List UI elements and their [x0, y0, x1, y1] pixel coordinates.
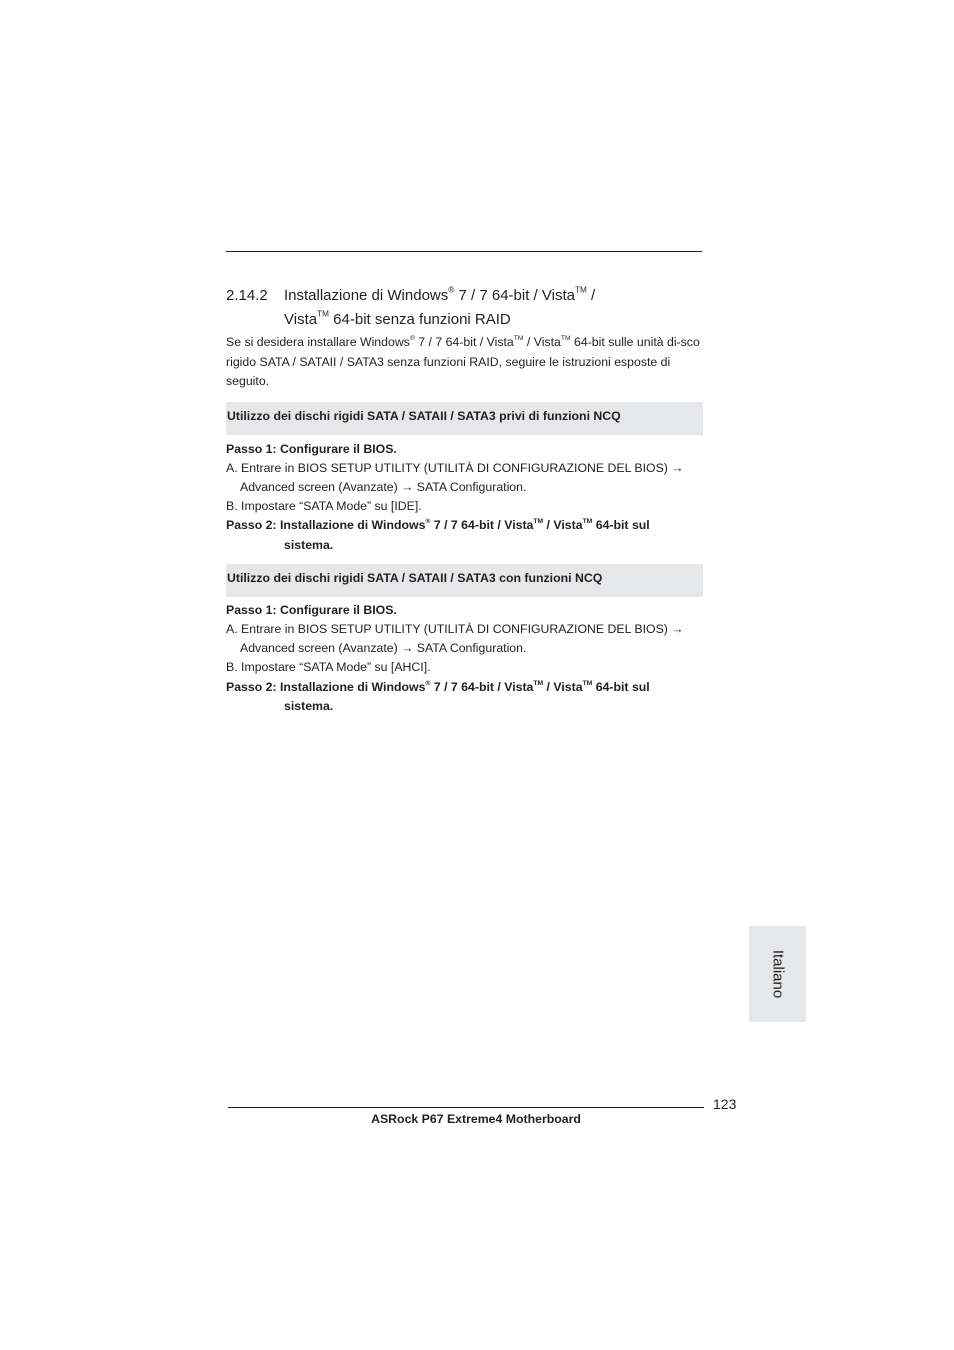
trademark-mark: TM [533, 517, 544, 525]
registered-mark: ® [425, 517, 431, 525]
ncq-off-banner: Utilizzo dei dischi rigidi SATA / SATAII / SATA3 privi di funzioni NCQ [226, 402, 703, 435]
footer-title: ASRock P67 Extreme4 Motherboard [371, 1112, 581, 1126]
step1-title: Passo 1: Configurare il BIOS. [226, 442, 397, 456]
intro-text: 7 / 7 64-bit / Vista [414, 335, 514, 349]
step2-title [226, 678, 704, 697]
trademark-mark: TM [560, 334, 571, 342]
step2-text: 7 / 7 64-bit / Vista [430, 518, 534, 532]
language-tab-label: Italiano [769, 949, 786, 999]
intro-text: 64-bit sulle unità di-sco rigido SATA / SATAII / SATA3 senza funzioni RAID, seguire le istruzioni esposte di seguito. [226, 335, 700, 388]
registered-mark: ® [409, 334, 415, 342]
step2-text: 7 / 7 64-bit / Vista [430, 680, 534, 694]
step2-title-cont: sistema. [284, 538, 334, 552]
trademark-mark: TM [582, 679, 593, 687]
heading-text: 7 / 7 64-bit / Vista [454, 287, 575, 304]
step2-text: / Vista [543, 680, 583, 694]
step1-instruction-a-cont: Advanced screen (Avanzate) → SATA Configuration. [240, 641, 527, 655]
step1-instruction-b: B. Impostare “SATA Mode” su [IDE]. [226, 499, 422, 513]
ncq-on-banner: Utilizzo dei dischi rigidi SATA / SATAII / SATA3 con funzioni NCQ [226, 564, 703, 597]
page-number: 123 [713, 1096, 737, 1112]
registered-mark: ® [425, 679, 431, 687]
step1-instruction-b: B. Impostare “SATA Mode” su [AHCI]. [226, 660, 431, 674]
section-heading [226, 284, 704, 308]
step2-text: 64-bit sul [592, 680, 650, 694]
intro-text: / Vista [523, 335, 561, 349]
intro-paragraph [226, 333, 704, 392]
step1-instruction-a: A. Entrare in BIOS SETUP UTILITY (UTILITÀ DI CONFIGURAZIONE DEL BIOS) → [226, 461, 684, 475]
trademark-mark: TM [533, 679, 544, 687]
heading-text: Installazione di Windows [284, 287, 449, 304]
language-tab [749, 926, 806, 1022]
section-heading-continued [284, 308, 704, 332]
top-rule [226, 251, 702, 252]
step1-title: Passo 1: Configurare il BIOS. [226, 603, 397, 617]
step2-text: / Vista [543, 518, 583, 532]
heading-text: 64-bit senza funzioni RAID [329, 311, 511, 328]
step1-instruction-a-cont: Advanced screen (Avanzate) → SATA Configuration. [240, 480, 527, 494]
step2-title [226, 516, 704, 535]
section-number: 2.14.2 [226, 287, 268, 304]
heading-text: Vista [284, 311, 318, 328]
trademark-mark: TM [317, 309, 329, 319]
trademark-mark: TM [582, 517, 593, 525]
step2-text: 64-bit sul [592, 518, 650, 532]
bottom-rule [228, 1107, 704, 1108]
intro-text: Se si desidera installare Windows [226, 335, 410, 349]
registered-mark: ® [448, 285, 455, 295]
step2-text: Passo 2: Installazione di Windows [226, 518, 426, 532]
trademark-mark: TM [574, 285, 587, 295]
step1-instruction-a: A. Entrare in BIOS SETUP UTILITY (UTILITÀ DI CONFIGURAZIONE DEL BIOS) → [226, 622, 684, 636]
heading-text: / [586, 287, 596, 304]
trademark-mark: TM [513, 334, 524, 342]
step2-text: Passo 2: Installazione di Windows [226, 680, 426, 694]
step2-title-cont: sistema. [284, 699, 334, 713]
